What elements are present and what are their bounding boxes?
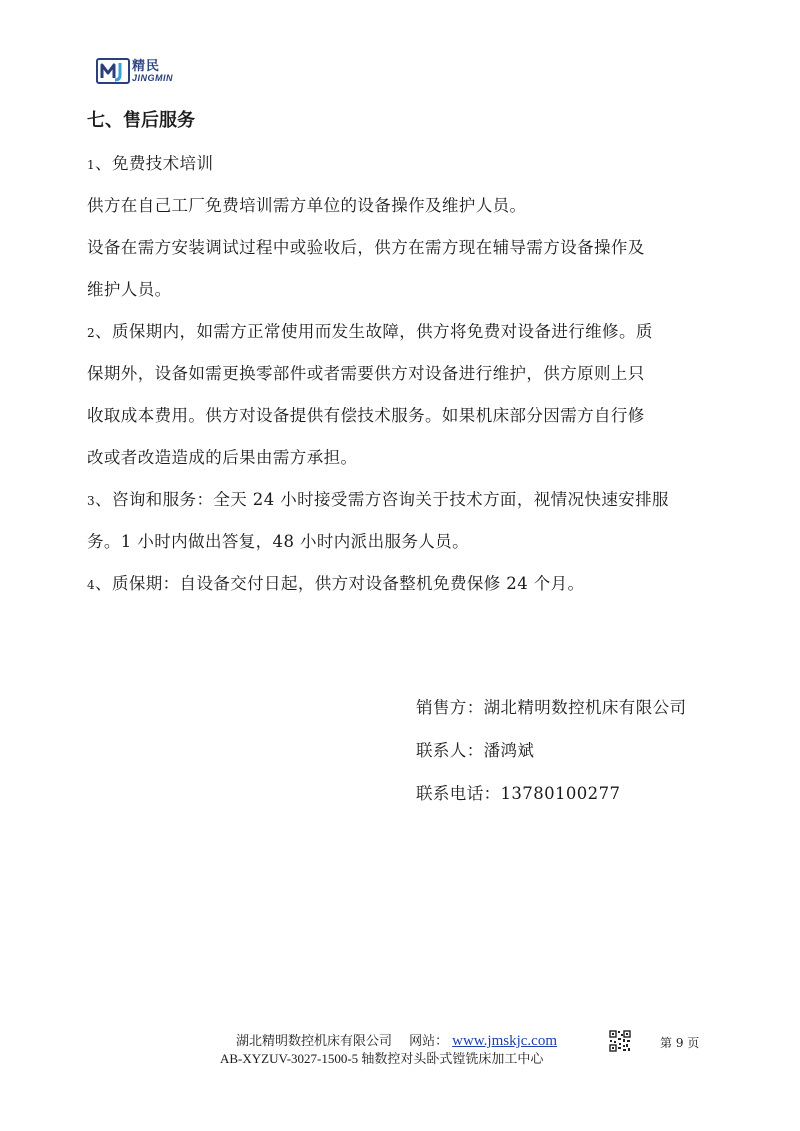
footer-company-line [236, 1030, 557, 1050]
item-1-number: 1 [87, 158, 96, 172]
item-2-number: 2 [87, 326, 96, 340]
footer-website-link[interactable]: www.jmskjc.com [452, 1033, 557, 1049]
item-4-line-1 [87, 570, 584, 594]
contact-person-line: 联系人：潘鸿斌 [416, 741, 535, 760]
item-4-number: 4 [87, 578, 96, 592]
section-title: 七、售后服务 [87, 110, 195, 131]
item-1-paragraph-2-line-2: 维护人员。 [87, 280, 172, 299]
item-3-line-2: 务。1 小时内做出答复，48 小时内派出服务人员。 [87, 532, 469, 551]
contact-phone-line: 联系电话：13780100277 [416, 784, 621, 803]
item-2-line-2: 保期外，设备如需更换零部件或者需要供方对设备进行维护，供方原则上只 [87, 364, 645, 383]
logo-en-text: JINGMIN [132, 72, 174, 83]
item-3-line-1-text: 、咨询和服务：全天 24 小时接受需方咨询关于技术方面，视情况快速安排服 [95, 490, 669, 509]
page-number: 第 9 页 [660, 1036, 700, 1050]
item-4-line-1-text: 、质保期：自设备交付日起，供方对设备整机免费保修 24 个月。 [95, 574, 585, 593]
item-1-title-text: 、免费技术培训 [95, 154, 214, 173]
item-1-paragraph-1: 供方在自己工厂免费培训需方单位的设备操作及维护人员。 [87, 196, 527, 215]
company-logo [96, 58, 173, 84]
item-2-line-4: 改或者改造造成的后果由需方承担。 [87, 448, 358, 467]
qr-code-icon [609, 1030, 631, 1052]
item-3-line-1 [87, 486, 669, 510]
item-2-line-1-text: 、质保期内，如需方正常使用而发生故障，供方将免费对设备进行维修。质 [95, 322, 653, 341]
logo-cn-text: 精民 [132, 58, 161, 74]
footer-model: AB-XYZUV-3027-1500-5 轴数控对头卧式镗铣床加工中心 [220, 1051, 544, 1066]
item-2-line-3: 收取成本费用。供方对设备提供有偿技术服务。如果机床部分因需方自行修 [87, 406, 645, 425]
item-3-number: 3 [87, 494, 96, 508]
footer-company: 湖北精明数控机床有限公司 网站： [236, 1034, 449, 1049]
item-1-title [87, 150, 213, 174]
item-1-paragraph-2-line-1: 设备在需方安装调试过程中或验收后，供方在需方现在辅导需方设备操作及 [87, 238, 645, 257]
jingmin-logo-icon [96, 58, 130, 84]
seller-line: 销售方：湖北精明数控机床有限公司 [416, 698, 687, 717]
item-2-line-1 [87, 318, 653, 342]
